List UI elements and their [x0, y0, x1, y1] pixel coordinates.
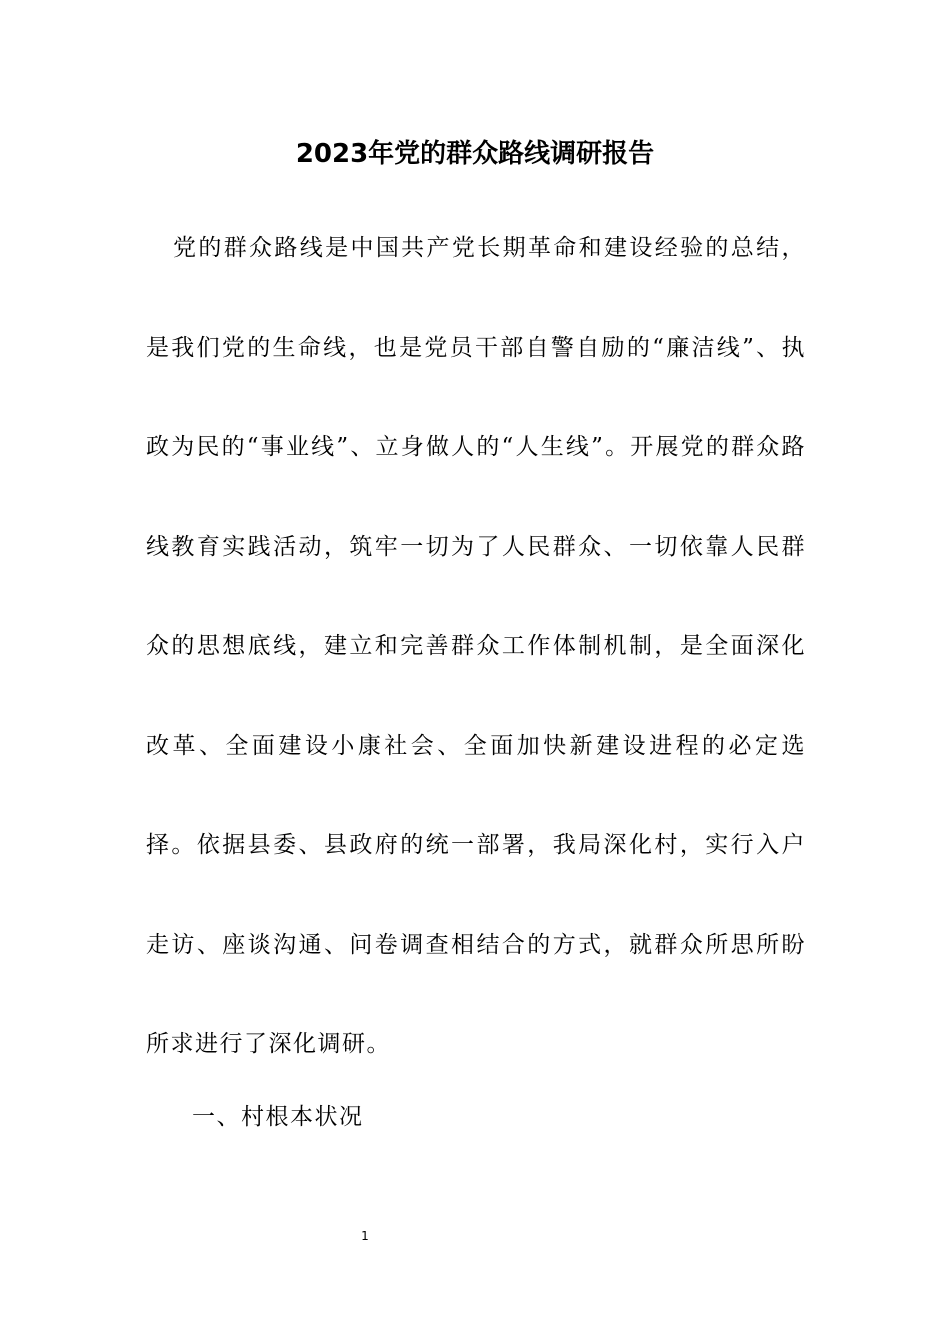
- document-body: [146, 199, 806, 1095]
- document-title: 2023年党的群众路线调研报告: [295, 139, 655, 169]
- section-heading: 一、村根本状况: [192, 1104, 364, 1130]
- intro-paragraph: 党的群众路线是中国共产党长期革命和建设经验的总结，是我们党的生命线，也是党员干部自警自励的“廉洁线”、执政为民的“事业线”、立身做人的“人生线”。开展党的群众路线教育实践活动，筑牢一切为了人民群众、一切依靠人民群众的思想底线，建立和完善群众工作体制机制，是全面深化改革、全面建设小康社会、全面加快新建设进程的必定选择。依据县委、县政府的统一部署，我局深化村，实行入户走访、座谈沟通、问卷调查相结合的方式，就群众所思所盼所求进行了深化调研。: [146, 235, 806, 1057]
- page-number: 1: [361, 1229, 369, 1243]
